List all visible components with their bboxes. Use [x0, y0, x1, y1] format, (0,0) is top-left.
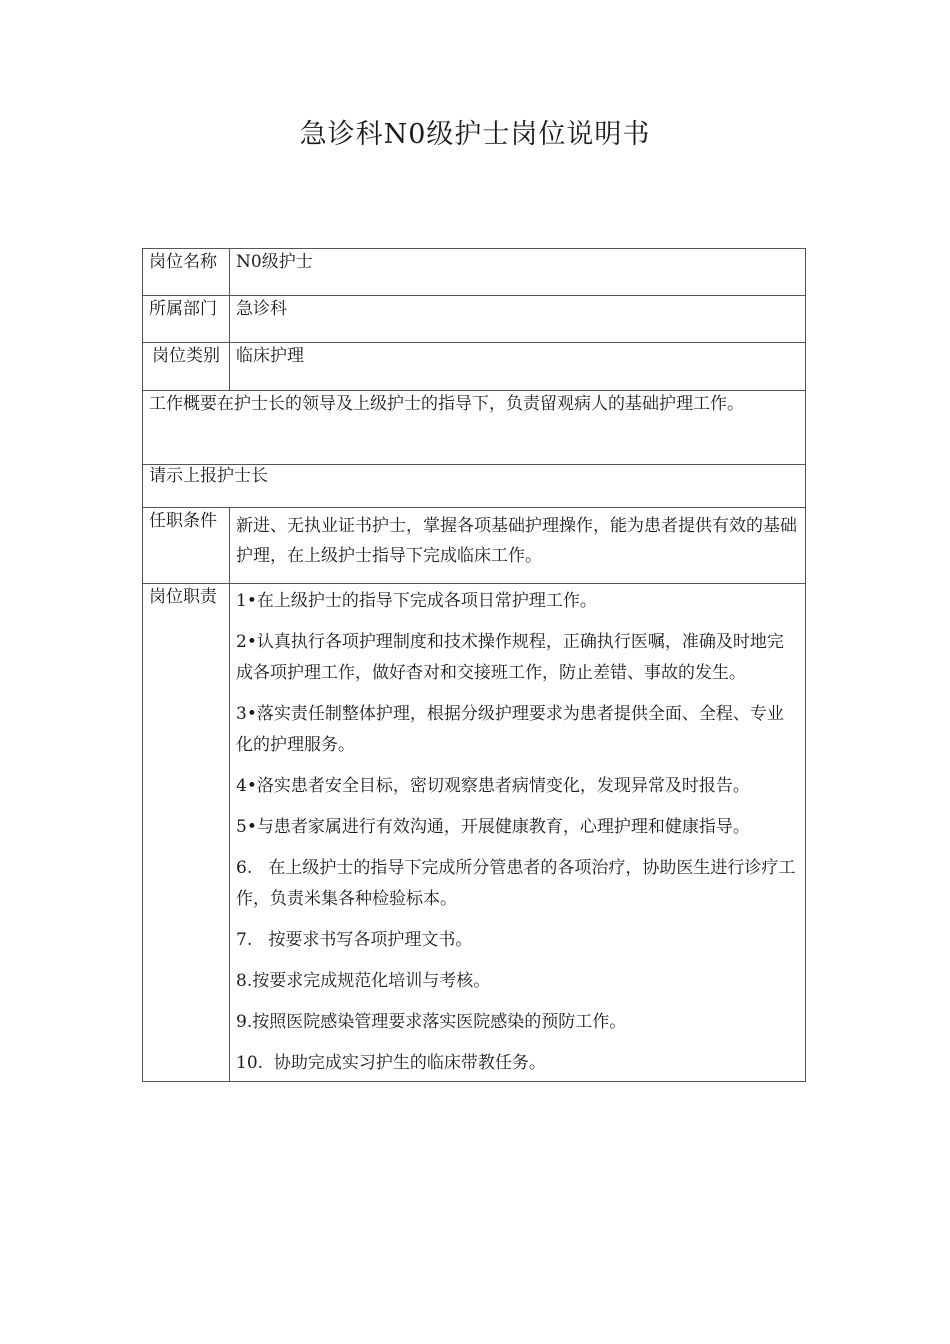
- duty-item: 8.按要求完成规范化培训与考核。: [236, 971, 491, 991]
- duty-item: 9.按照医院感染管理要求落实医院感染的预防工作。: [236, 1012, 627, 1032]
- table-row: [143, 296, 806, 343]
- duty-item: 4•洛实患者安全目标，密切观察患者病情变化，发现异常及时报告。: [236, 776, 750, 796]
- duty-item: 7. 按要求书写各项护理文书。: [236, 930, 473, 950]
- duty-item: 1•在上级护士的指导下完成各项日常护理工作。: [236, 591, 597, 611]
- work-summary: 工作概要在护士长的领导及上级护士的指导下，负责留观病人的基础护理工作。: [143, 391, 806, 465]
- page-title: 急诊科N0级护士岗位说明书: [299, 119, 651, 150]
- category-value: 临床护理: [230, 343, 806, 391]
- duties-list: [230, 584, 806, 1082]
- qualification-label: 任职条件: [143, 508, 230, 584]
- department-label: 所属部门: [143, 296, 230, 343]
- table-row: [143, 343, 806, 391]
- table-row: [143, 391, 806, 465]
- table-row: [143, 508, 806, 584]
- table-row: [143, 465, 806, 508]
- duty-item: 2•认真执行各项护理制度和技术操作规程，正确执行医嘱，准确及时地完成各项护理工作，做好杳对和交接班工作，防止差错、事故的发生。: [236, 632, 784, 683]
- report-to: 请示上报护士长: [143, 465, 806, 508]
- duty-item: 3•落实责任制整体护理，根据分级护理要求为患者提供全面、全程、专业化的护理服务。: [236, 704, 784, 755]
- duty-item: 10. 协助完成实习护生的临床带教任务。: [236, 1053, 546, 1073]
- duty-item: 6. 在上级护士的指导下完成所分管患者的各项治疗，协助医生进行诊疗工作，负责米集各种检验标本。: [236, 858, 796, 909]
- duties-label: 岗位职责: [143, 584, 230, 1082]
- qualification-value: 新进、无执业证书护士，掌握各项基础护理操作，能为患者提供有效的基础护理，在上级护士指导下完成临床工作。: [230, 508, 806, 584]
- category-label: 岗位类别: [143, 343, 230, 391]
- position-name-value: N0级护士: [230, 249, 806, 296]
- duty-item: 5•与患者家属进行有效沟通，开展健康教育，心理护理和健康指导。: [236, 817, 750, 837]
- table-row: [143, 249, 806, 296]
- position-name-label: 岗位名称: [143, 249, 230, 296]
- job-description-table: [142, 248, 806, 1082]
- department-value: 急诊科: [230, 296, 806, 343]
- table-row: [143, 584, 806, 1082]
